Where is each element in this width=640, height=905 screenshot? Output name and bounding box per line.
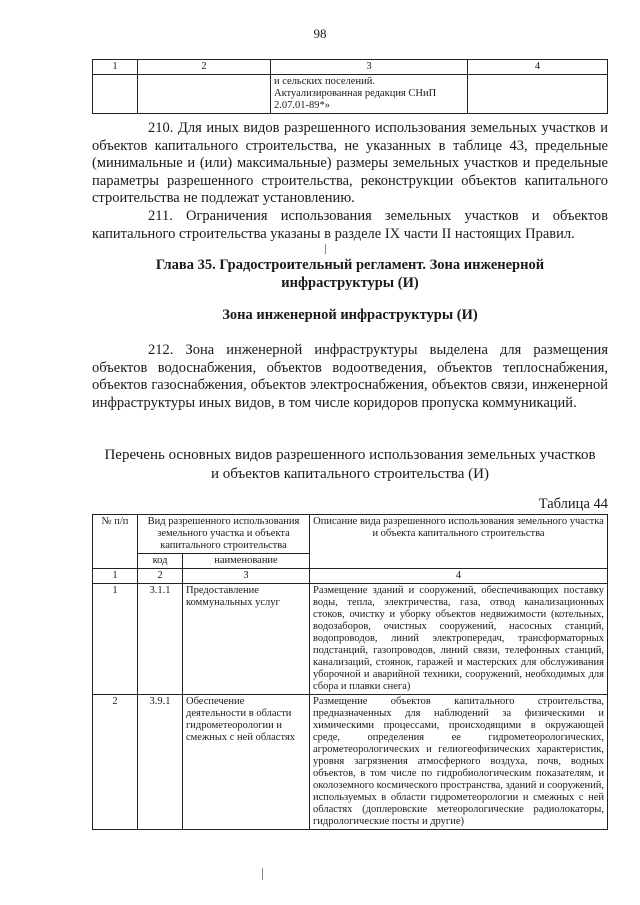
index-cell: 4 [310, 569, 608, 584]
row-name: Обеспечение деятельности в области гидрометеорологии и смежных с ней областях [183, 695, 310, 830]
header-cell: 2 [138, 60, 271, 75]
header-description: Описание вида разрешенного использования земельного участка и объекта капитального строительства [310, 515, 608, 569]
row-name: Предоставление коммунальных услуг [183, 584, 310, 695]
chapter-heading-line-2: инфраструктуры (И) [281, 275, 419, 291]
page-number: 98 [313, 26, 327, 41]
paragraph-212: 212. Зона инженерной инфраструктуры выделена для размещения объектов водоснабжения, объектов водоотведения, объектов теплоснабжения, объектов газоснабжения, объектов электроснабжения, объектов связи, инженерной инфраструктуры иных видов, в том числе коридоров пропуска коммуникаций. [92, 342, 608, 411]
row-code: 3.9.1 [138, 695, 183, 830]
header-kind: Вид разрешенного использования земельного участка и объекта капитального строительства [138, 515, 310, 554]
row-num: 1 [93, 584, 138, 695]
row-description: Размещение объектов капитального строительства, предназначенных для наблюдений за физическими и химическими процессами, происходящими в окружающей среде, определения ее гидрометеорологических, агрометеорологических и гелиогеофизических характеристик, уровня загрязнения атмосферного воздуха, почв, водных объектов, в том числе по гидробиологическим показателям, и околоземного космического пространства, зданий и сооружений, используемых в области гидрометеорологии и смежных с ней областях (доплеровские метеорологические радиолокаторы, гидрологические посты и другие) [310, 695, 608, 830]
scan-mark [262, 868, 263, 880]
row-num: 2 [93, 695, 138, 830]
header-cell: 3 [271, 60, 468, 75]
table-cell: и сельских поселений. Актуализированная редакция СНиП 2.07.01-89*» [271, 75, 468, 114]
paragraph-211: 211. Ограничения использования земельных участков и объектов капитального строительства указаны в разделе IX части II настоящих Правил. [92, 208, 608, 242]
table-header-row [93, 60, 608, 75]
zone-heading: Зона инженерной инфраструктуры (И) [222, 307, 478, 323]
table-row [93, 584, 608, 695]
table-cell [468, 75, 608, 114]
table-row [93, 695, 608, 830]
list-title-line-2: и объектов капитального строительства (И) [210, 466, 489, 482]
table-label: Таблица 44 [538, 496, 608, 512]
table-index-row [93, 569, 608, 584]
continued-table [92, 59, 608, 114]
row-description: Размещение зданий и сооружений, обеспечивающих поставку воды, тепла, электричества, газа, отвод канализационных стоков, очистку и уборку объектов недвижимости (котельных, водозаборов, очистных сооружений, насосных станций, водопроводов, линий электропередач, трансформаторных подстанций, газопроводов, линий связи, телефонных станций, канализаций, стоянок, гаражей и мастерских для обслуживания уборочной и аварийной техники, сооружений, необходимых для сбора и плавки снега) [310, 584, 608, 695]
paragraph-210: 210. Для иных видов разрешенного использования земельных участков и объектов капитального строительства, не указанных в таблице 43, предельные (минимальные и (или) максимальные) размеры земельных участков и предельные параметры разрешенного строительства, реконструкции объектов капитального строительства не подлежат установлению. [92, 120, 608, 206]
table-cell [138, 75, 271, 114]
header-code: код [138, 554, 183, 569]
header-name: наименование [183, 554, 310, 569]
chapter-heading-line-1: Глава 35. Градостроительный регламент. Зона инженерной [155, 257, 545, 273]
table-cell [93, 75, 138, 114]
header-cell: 4 [468, 60, 608, 75]
index-cell: 3 [183, 569, 310, 584]
table-header-row [93, 515, 608, 554]
index-cell: 2 [138, 569, 183, 584]
row-code: 3.1.1 [138, 584, 183, 695]
header-num: № п/п [93, 515, 138, 569]
scan-mark [325, 244, 326, 254]
index-cell: 1 [93, 569, 138, 584]
main-table [92, 514, 608, 830]
table-row [93, 75, 608, 114]
header-cell: 1 [93, 60, 138, 75]
list-title-line-1: Перечень основных видов разрешенного использования земельных участков [104, 447, 596, 463]
